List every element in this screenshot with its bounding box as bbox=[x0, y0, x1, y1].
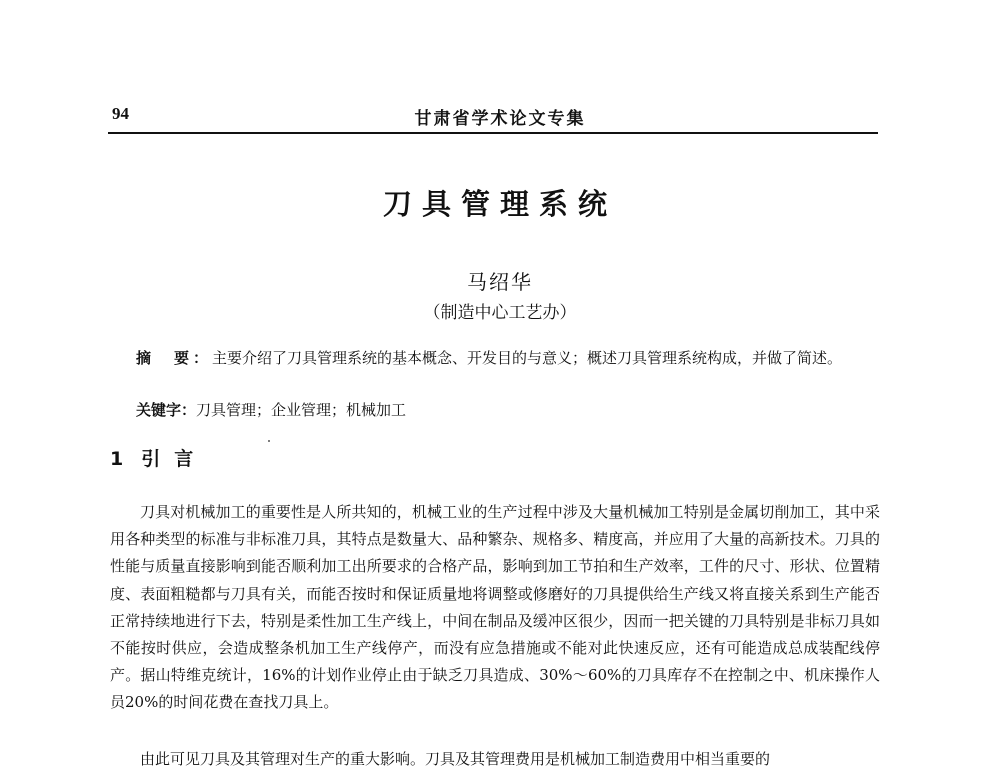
keywords-text: 刀具管理；企业管理；机械加工 bbox=[196, 401, 407, 419]
running-title: 甘肃省学术论文专集 bbox=[414, 109, 586, 129]
abstract-label: 摘 要： bbox=[136, 349, 213, 367]
abstract-text: 主要介绍了刀具管理系统的基本概念、开发目的与意义；概述刀具管理系统构成，并做了简述。 bbox=[212, 349, 843, 367]
author-affiliation: （制造中心工艺办） bbox=[423, 303, 577, 323]
keywords-label: 关键字： bbox=[136, 401, 197, 419]
body-paragraph: 刀具对机械加工的重要性是人所共知的，机械工业的生产过程中涉及大量机械加工特别是金属切削加工，其中采用各种类型的标准与非标准刀具，其特点是数量大、品种繁杂、规格多、精度高，并应用了大量的高新技术。刀具的性能与质量直接影响到能否顺利加工出所要求的合格产品，影响到加工节拍和生产效率，工件的尺寸、形状、位置精度、表面粗糙都与刀具有关，而能否按时和保证质量地将调整或修磨好的刀具提供给生产线又将直接关系到生产能否正常持续地进行下去，特别是柔性加工生产线上，中间在制品及缓冲区很少，因而一把关键的刀具特别是非标刀具如不能按时供应，会造成整条机加工生产线停产，而没有应急措施或不能对此快速反应，还有可能造成总成装配线停产。据山特维克统计，16%的计划作业停止由于缺乏刀具造成、30%～60%的刀具库存不在控制之中、机床操作人员20%的时间花费在查找刀具上。 bbox=[110, 503, 880, 712]
body-paragraph: 由此可见刀具及其管理对生产的重大影响。刀具及其管理费用是机械加工制造费用中相当重要的 bbox=[140, 750, 771, 768]
article-title: 刀具管理系统 bbox=[382, 187, 617, 221]
page-number: 94 bbox=[112, 104, 129, 123]
abstract bbox=[136, 346, 866, 371]
keywords bbox=[136, 398, 866, 423]
section-heading bbox=[110, 444, 207, 471]
author-name: 马绍华 bbox=[467, 270, 533, 294]
header-rule bbox=[108, 132, 878, 134]
speck-mark bbox=[268, 440, 270, 442]
section-number: 1 bbox=[110, 448, 124, 470]
section-title: 引言 bbox=[141, 448, 208, 470]
